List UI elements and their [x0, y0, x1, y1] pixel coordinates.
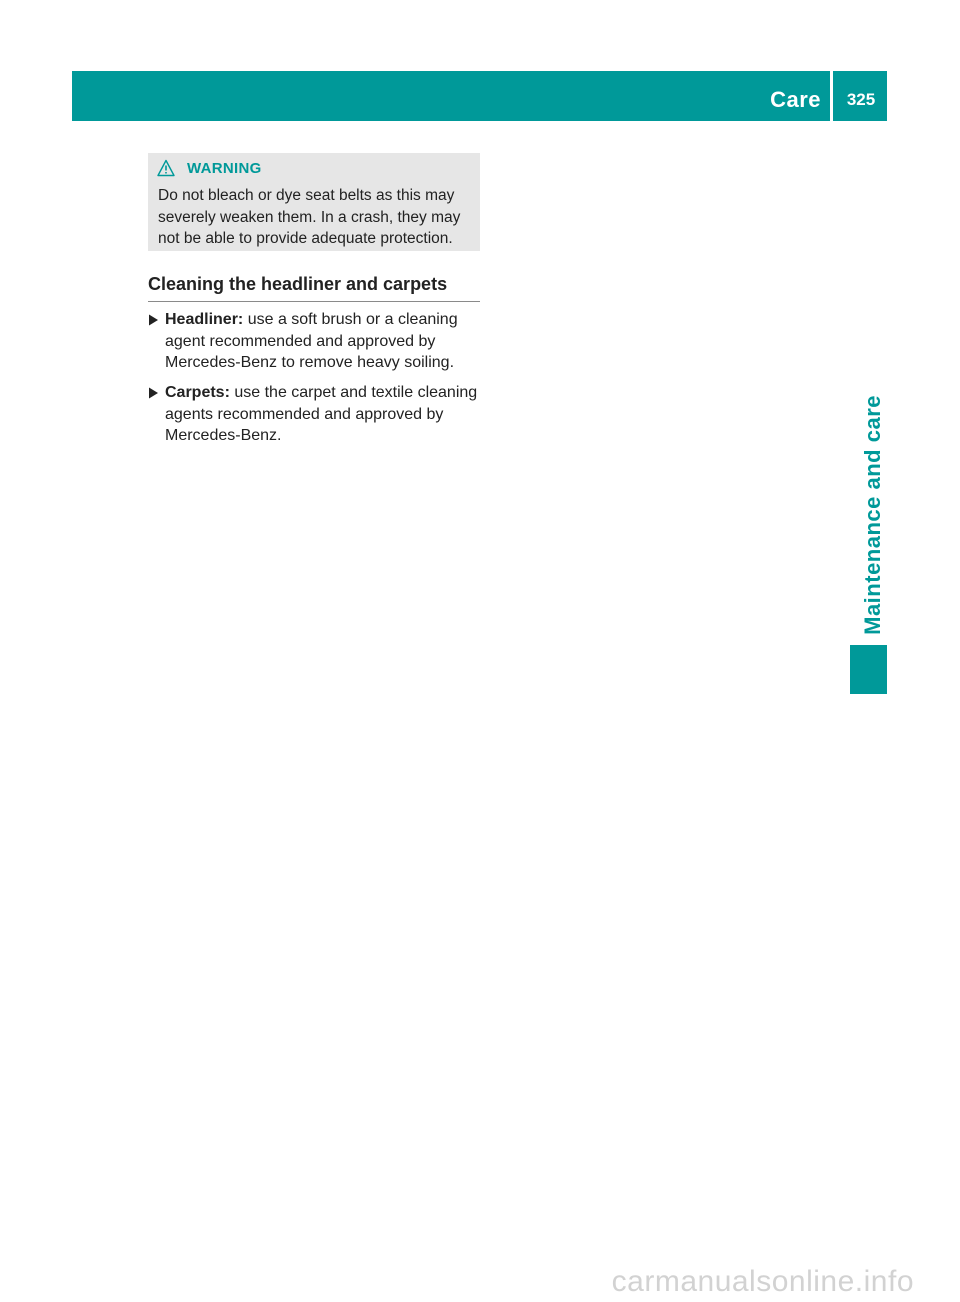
list-item — [148, 382, 480, 447]
list-item-description: use a soft brush or a cleaning agent recommended and approved by Mercedes-Benz to remove heavy soiling. — [165, 311, 458, 371]
chapter-side-tab: Maintenance and care — [860, 395, 885, 635]
list-item-text — [165, 382, 480, 447]
warning-header — [157, 159, 262, 177]
page-number: 325 — [846, 90, 876, 109]
section-heading: Cleaning the headliner and carpets — [148, 274, 480, 302]
bullet-arrow-icon — [148, 386, 159, 398]
warning-box — [148, 153, 480, 251]
warning-triangle-icon — [157, 159, 175, 177]
list-item-term: Headliner: — [165, 311, 244, 328]
bullet-arrow-icon — [148, 313, 159, 325]
chapter-side-marker — [850, 645, 887, 694]
warning-title: WARNING — [187, 159, 262, 177]
warning-text: Do not bleach or dye seat belts as this may severely weaken them. In a crash, they may not be able to provide adequate protection. — [158, 187, 461, 247]
list-item-term: Carpets: — [165, 384, 230, 401]
watermark: carmanualsonline.info — [611, 1265, 914, 1298]
section-title: Care — [770, 87, 821, 112]
header-divider — [830, 71, 833, 121]
page-header-bar — [72, 71, 887, 121]
list-item-text — [165, 309, 480, 374]
list-item-description: use the carpet and textile cleaning agents recommended and approved by Mercedes-Benz. — [165, 384, 478, 444]
list-item — [148, 309, 480, 374]
